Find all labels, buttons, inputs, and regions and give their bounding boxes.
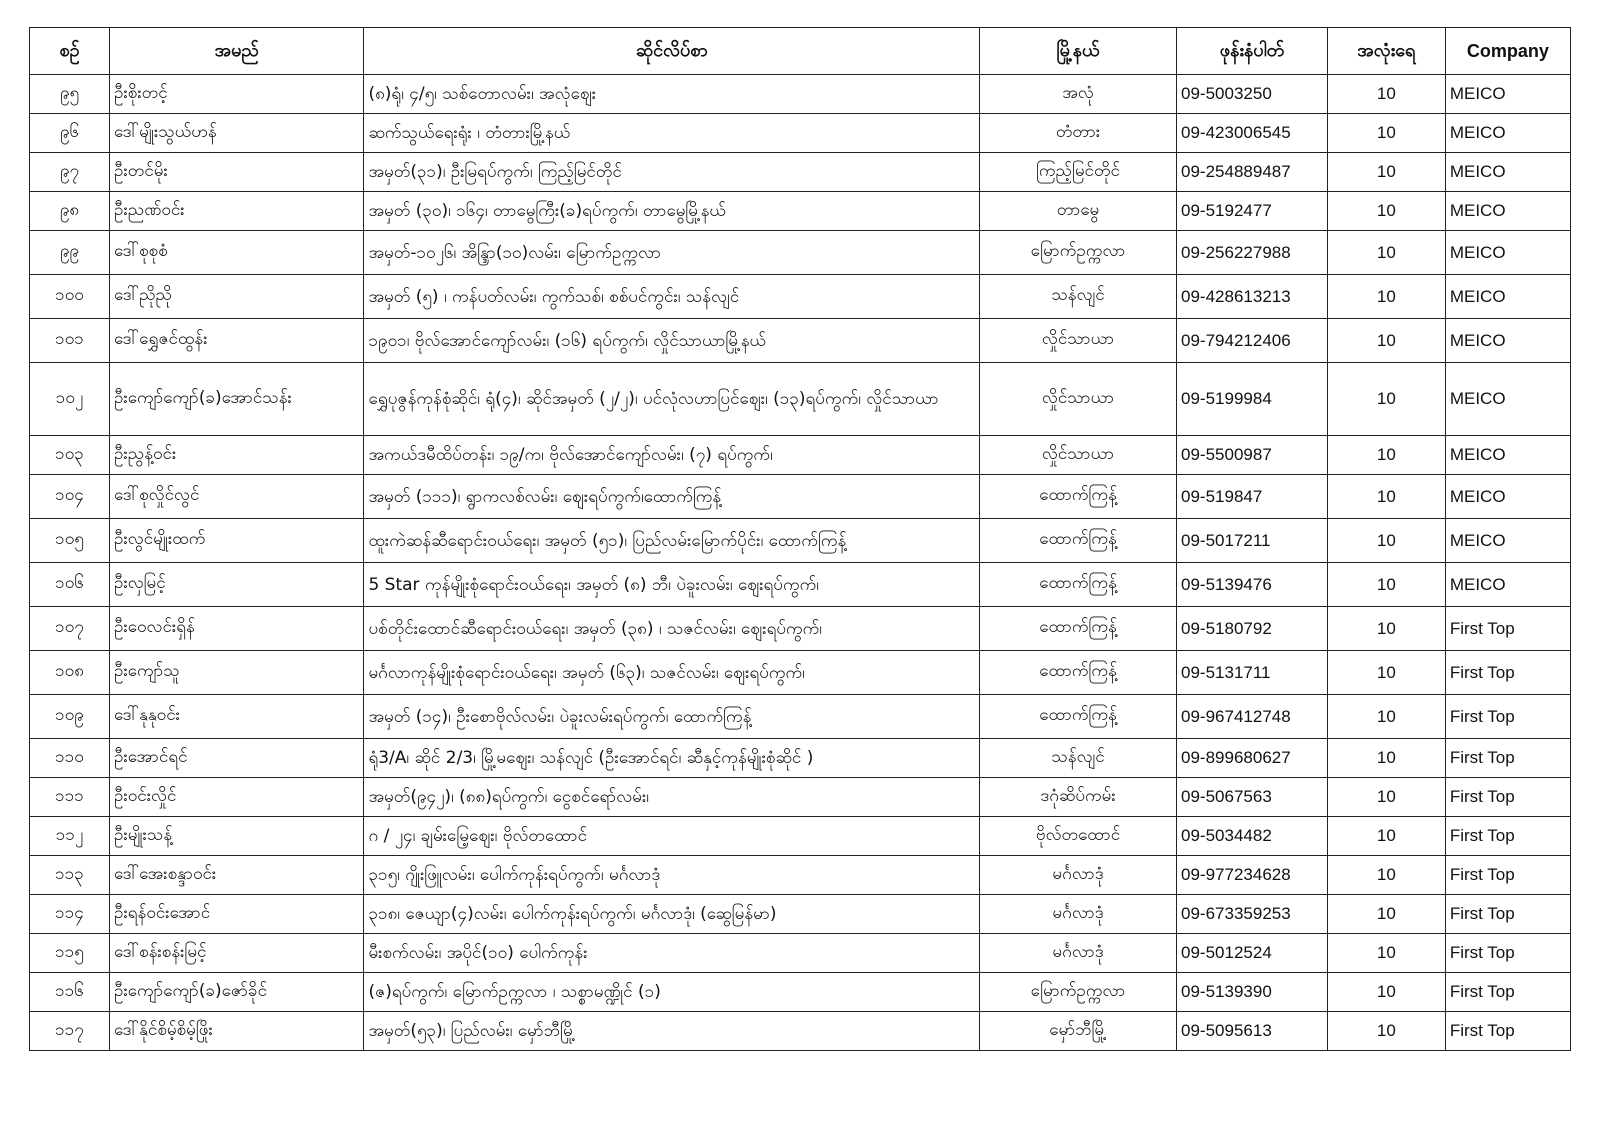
row-phone: 09-5034482 bbox=[1177, 817, 1328, 856]
table-row bbox=[30, 973, 1571, 1012]
row-phone: 09-5017211 bbox=[1177, 519, 1328, 563]
row-name: ဦးလွင်မျိုးထက် bbox=[110, 519, 364, 563]
row-name: ဒေါ်စန်းစန်းမြင့် bbox=[110, 934, 364, 973]
row-phone: 09-5139476 bbox=[1177, 563, 1328, 607]
row-company: MEICO bbox=[1445, 519, 1570, 563]
row-township: ထောက်ကြန့် bbox=[980, 607, 1177, 651]
row-company: MEICO bbox=[1445, 192, 1570, 231]
row-number: ၁၁၂ bbox=[30, 817, 110, 856]
table-row bbox=[30, 1012, 1571, 1051]
row-company: MEICO bbox=[1445, 75, 1570, 114]
table-row bbox=[30, 856, 1571, 895]
row-address: မီးစက်လမ်း၊ အပိုင်(၁၀) ပေါက်ကုန်း bbox=[364, 934, 980, 973]
table-row bbox=[30, 607, 1571, 651]
table-row bbox=[30, 75, 1571, 114]
row-name: ဒေါ်နုနုဝင်း bbox=[110, 695, 364, 739]
row-phone: 09-5012524 bbox=[1177, 934, 1328, 973]
row-phone: 09-5131711 bbox=[1177, 651, 1328, 695]
row-address: (ဇ)ရပ်ကွက်၊ မြောက်ဥက္ကလာ ၊ သစ္စာမဏ္ဍိုင် (၁) bbox=[364, 973, 980, 1012]
row-name: ဦးဝင်းလှိုင် bbox=[110, 778, 364, 817]
row-township: လှိုင်သာယာ bbox=[980, 319, 1177, 363]
distributor-table bbox=[29, 27, 1571, 1051]
row-address: ဂ / ၂၄၊ ချမ်းမြေ့ဈေး၊ ဗိုလ်တထောင် bbox=[364, 817, 980, 856]
row-phone: 09-254889487 bbox=[1177, 153, 1328, 192]
row-township: မြောက်ဥက္ကလာ bbox=[980, 231, 1177, 275]
row-address: အမှတ် (၃၀)၊ ၁၆၄၊ တာမွေကြီး(ခ)ရပ်ကွက်၊ တာမွေမြို့နယ် bbox=[364, 192, 980, 231]
row-number: ၁၀၁ bbox=[30, 319, 110, 363]
row-address: အမှတ်(၉၄၂)၊ (၈၈)ရပ်ကွက်၊ ငွေစင်ရော်လမ်း၊ bbox=[364, 778, 980, 817]
row-company: First Top bbox=[1445, 856, 1570, 895]
row-name: ဒေါ်စုစုစံ bbox=[110, 231, 364, 275]
row-address: အမှတ် (၅) ၊ ကန်ပတ်လမ်း၊ ကွက်သစ်၊ စစ်ပင်ကွင်း၊ သန်လျင် bbox=[364, 275, 980, 319]
row-number: ၁၀၉ bbox=[30, 695, 110, 739]
row-phone: 09-5003250 bbox=[1177, 75, 1328, 114]
table-row bbox=[30, 651, 1571, 695]
row-phone: 09-519847 bbox=[1177, 475, 1328, 519]
table-row bbox=[30, 739, 1571, 778]
row-township: အလုံ bbox=[980, 75, 1177, 114]
row-township: မင်္ဂလာဒုံ bbox=[980, 895, 1177, 934]
table-row bbox=[30, 934, 1571, 973]
table-row bbox=[30, 695, 1571, 739]
table-row bbox=[30, 192, 1571, 231]
row-number: ၁၁၄ bbox=[30, 895, 110, 934]
row-township: မြောက်ဥက္ကလာ bbox=[980, 973, 1177, 1012]
row-name: ဒေါ်ညိုညို bbox=[110, 275, 364, 319]
row-quantity: 10 bbox=[1327, 895, 1445, 934]
row-company: First Top bbox=[1445, 607, 1570, 651]
table-row bbox=[30, 817, 1571, 856]
row-township: ကြည့်မြင်တိုင် bbox=[980, 153, 1177, 192]
row-township: မင်္ဂလာဒုံ bbox=[980, 856, 1177, 895]
row-name: ဒေါ်စုလှိုင်လွင် bbox=[110, 475, 364, 519]
header-name: အမည် bbox=[110, 28, 364, 75]
row-address: ဆက်သွယ်ရေးရုံး ၊ တံတားမြို့နယ် bbox=[364, 114, 980, 153]
row-township: ထောက်ကြန့် bbox=[980, 695, 1177, 739]
row-number: ၉၅ bbox=[30, 75, 110, 114]
row-address: ရုံ3/A၊ ဆိုင် 2/3၊ မြို့မဈေး၊ သန်လျင် (ဦးအောင်ရင်၊ ဆီနှင့်ကုန်မျိုးစုံဆိုင် ) bbox=[364, 739, 980, 778]
row-company: First Top bbox=[1445, 817, 1570, 856]
row-name: ဦးစိုးတင့် bbox=[110, 75, 364, 114]
row-phone: 09-428613213 bbox=[1177, 275, 1328, 319]
row-quantity: 10 bbox=[1327, 153, 1445, 192]
row-address: ၃၁၅၊ ဂျိုးဖြူလမ်း၊ ပေါက်ကုန်းရပ်ကွက်၊ မင်္ဂလာဒုံ bbox=[364, 856, 980, 895]
row-company: First Top bbox=[1445, 895, 1570, 934]
header-company: Company bbox=[1445, 28, 1570, 75]
row-township: သန်လျင် bbox=[980, 275, 1177, 319]
row-number: ၁၀၄ bbox=[30, 475, 110, 519]
row-township: ထောက်ကြန့် bbox=[980, 475, 1177, 519]
row-number: ၁၁၆ bbox=[30, 973, 110, 1012]
row-address: ၁၉၀၁၊ ဗိုလ်အောင်ကျော်လမ်း၊ (၁၆) ရပ်ကွက်၊ လှိုင်သာယာမြို့နယ် bbox=[364, 319, 980, 363]
row-number: ၁၁၃ bbox=[30, 856, 110, 895]
header-quantity: အလုံးရေ bbox=[1327, 28, 1445, 75]
row-number: ၉၆ bbox=[30, 114, 110, 153]
row-company: First Top bbox=[1445, 973, 1570, 1012]
row-phone: 09-5199984 bbox=[1177, 363, 1328, 436]
row-quantity: 10 bbox=[1327, 275, 1445, 319]
row-name: ဦးမျိုးသန့် bbox=[110, 817, 364, 856]
row-address: ပစ်တိုင်းထောင်ဆီရောင်းဝယ်ရေး၊ အမှတ် (၃၈) ၊ သဇင်လမ်း၊ ဈေးရပ်ကွက်၊ bbox=[364, 607, 980, 651]
row-address: ထူးကဲဆန်ဆီရောင်းဝယ်ရေး၊ အမှတ် (၅၁)၊ ပြည်လမ်းမြောက်ပိုင်း၊ ထောက်ကြန့် bbox=[364, 519, 980, 563]
row-phone: 09-256227988 bbox=[1177, 231, 1328, 275]
row-name: ဦးတင်မိုး bbox=[110, 153, 364, 192]
row-name: ဒေါ်အေးစန္ဒာဝင်း bbox=[110, 856, 364, 895]
row-quantity: 10 bbox=[1327, 319, 1445, 363]
row-township: သန်လျင် bbox=[980, 739, 1177, 778]
row-phone: 09-673359253 bbox=[1177, 895, 1328, 934]
row-quantity: 10 bbox=[1327, 519, 1445, 563]
row-number: ၉၈ bbox=[30, 192, 110, 231]
row-township: တံတား bbox=[980, 114, 1177, 153]
row-township: လှိုင်သာယာ bbox=[980, 363, 1177, 436]
row-company: MEICO bbox=[1445, 275, 1570, 319]
header-phone: ဖုန်းနံပါတ် bbox=[1177, 28, 1328, 75]
row-township: ဒဂုံဆိပ်ကမ်း bbox=[980, 778, 1177, 817]
table-row bbox=[30, 519, 1571, 563]
row-name: ဒေါ်နိုင်စိမ့်စိမ့်ဖြိုး bbox=[110, 1012, 364, 1051]
header-no: စဥ် bbox=[30, 28, 110, 75]
row-number: ၁၁၁ bbox=[30, 778, 110, 817]
row-company: First Top bbox=[1445, 695, 1570, 739]
row-phone: 09-423006545 bbox=[1177, 114, 1328, 153]
row-name: ဦးဝေလင်းရှိန် bbox=[110, 607, 364, 651]
row-number: ၁၁၅ bbox=[30, 934, 110, 973]
row-quantity: 10 bbox=[1327, 192, 1445, 231]
row-number: ၉၇ bbox=[30, 153, 110, 192]
row-township: လှိုင်သာယာ bbox=[980, 436, 1177, 475]
row-name: ဦးကျော်ကျော်(ခ)အောင်သန်း bbox=[110, 363, 364, 436]
table-row bbox=[30, 153, 1571, 192]
row-number: ၁၀၅ bbox=[30, 519, 110, 563]
row-address: ၃၁၈၊ ဇေယျာ(၄)လမ်း၊ ပေါက်ကုန်းရပ်ကွက်၊ မင်္ဂလာဒုံ၊ (ဆွေမြန်မာ) bbox=[364, 895, 980, 934]
row-address: အမှတ်(၅၃)၊ ပြည်လမ်း၊ မှော်ဘီမြို့ bbox=[364, 1012, 980, 1051]
row-company: MEICO bbox=[1445, 475, 1570, 519]
row-address: ရွှေပုဇွန်ကုန်စုံဆိုင်၊ ရုံ(၄)၊ ဆိုင်အမှတ် (၂/၂)၊ ပင်လုံလဟာပြင်ဈေး၊ (၁၃)ရပ်ကွက်၊ လှိုင်သာယာ bbox=[364, 363, 980, 436]
row-phone: 09-967412748 bbox=[1177, 695, 1328, 739]
row-quantity: 10 bbox=[1327, 973, 1445, 1012]
row-quantity: 10 bbox=[1327, 817, 1445, 856]
row-quantity: 10 bbox=[1327, 695, 1445, 739]
row-quantity: 10 bbox=[1327, 607, 1445, 651]
row-address: အကယ်ဒမီထိပ်တန်း၊ ၁၉/က၊ ဗိုလ်အောင်ကျော်လမ်း၊ (၇) ရပ်ကွက်၊ bbox=[364, 436, 980, 475]
row-phone: 09-794212406 bbox=[1177, 319, 1328, 363]
row-township: မင်္ဂလာဒုံ bbox=[980, 934, 1177, 973]
row-address: (၈)ရုံ၊ ၄/၅၊ သစ်တောလမ်း၊ အလုံဈေး bbox=[364, 75, 980, 114]
header-address: ဆိုင်လိပ်စာ bbox=[364, 28, 980, 75]
row-township: မှော်ဘီမြို့ bbox=[980, 1012, 1177, 1051]
table-row bbox=[30, 778, 1571, 817]
row-company: First Top bbox=[1445, 651, 1570, 695]
row-company: First Top bbox=[1445, 778, 1570, 817]
row-address: အမှတ်-၁၀၂၆၊ အိန္ဒြာ(၁၀)လမ်း၊ မြောက်ဥက္ကလာ bbox=[364, 231, 980, 275]
row-number: ၁၀၀ bbox=[30, 275, 110, 319]
row-number: ၁၀၈ bbox=[30, 651, 110, 695]
row-company: MEICO bbox=[1445, 231, 1570, 275]
table-row bbox=[30, 319, 1571, 363]
row-township: ဗိုလ်တထောင် bbox=[980, 817, 1177, 856]
row-quantity: 10 bbox=[1327, 114, 1445, 153]
row-quantity: 10 bbox=[1327, 934, 1445, 973]
table-row bbox=[30, 475, 1571, 519]
row-number: ၉၉ bbox=[30, 231, 110, 275]
row-company: MEICO bbox=[1445, 436, 1570, 475]
row-quantity: 10 bbox=[1327, 651, 1445, 695]
row-address: မင်္ဂလာကုန်မျိုးစုံရောင်းဝယ်ရေး၊ အမှတ် (၆၃)၊ သဇင်လမ်း၊ ဈေးရပ်ကွက်၊ bbox=[364, 651, 980, 695]
row-quantity: 10 bbox=[1327, 231, 1445, 275]
row-company: First Top bbox=[1445, 739, 1570, 778]
table-body bbox=[30, 75, 1571, 1051]
row-number: ၁၀၇ bbox=[30, 607, 110, 651]
row-quantity: 10 bbox=[1327, 363, 1445, 436]
row-phone: 09-5192477 bbox=[1177, 192, 1328, 231]
row-quantity: 10 bbox=[1327, 1012, 1445, 1051]
row-number: ၁၁၀ bbox=[30, 739, 110, 778]
row-township: တာမွေ bbox=[980, 192, 1177, 231]
row-company: MEICO bbox=[1445, 319, 1570, 363]
row-company: MEICO bbox=[1445, 563, 1570, 607]
row-quantity: 10 bbox=[1327, 856, 1445, 895]
row-address: အမှတ် (၁၄)၊ ဦးစောဗိုလ်လမ်း၊ ပဲခူးလမ်းရပ်ကွက်၊ ထောက်ကြန့် bbox=[364, 695, 980, 739]
row-township: ထောက်ကြန့် bbox=[980, 519, 1177, 563]
row-address: 5 Star ကုန်မျိုးစုံရောင်းဝယ်ရေး၊ အမှတ် (၈) ဘီ၊ ပဲခူးလမ်း၊ ဈေးရပ်ကွက်၊ bbox=[364, 563, 980, 607]
table-row bbox=[30, 114, 1571, 153]
header-row bbox=[30, 28, 1571, 75]
row-quantity: 10 bbox=[1327, 563, 1445, 607]
row-number: ၁၀၃ bbox=[30, 436, 110, 475]
row-name: ဦးကျော်ကျော်(ခ)ဇော်ခိုင် bbox=[110, 973, 364, 1012]
table-row bbox=[30, 275, 1571, 319]
row-number: ၁၁၇ bbox=[30, 1012, 110, 1051]
row-name: ဦးအောင်ရင် bbox=[110, 739, 364, 778]
row-company: MEICO bbox=[1445, 153, 1570, 192]
row-phone: 09-899680627 bbox=[1177, 739, 1328, 778]
row-phone: 09-5500987 bbox=[1177, 436, 1328, 475]
table-row bbox=[30, 363, 1571, 436]
row-address: အမှတ်(၃၁)၊ ဦးမြရပ်ကွက်၊ ကြည့်မြင်တိုင် bbox=[364, 153, 980, 192]
table-row bbox=[30, 436, 1571, 475]
row-company: First Top bbox=[1445, 1012, 1570, 1051]
row-name: ဦးညွန့်ဝင်း bbox=[110, 436, 364, 475]
row-phone: 09-977234628 bbox=[1177, 856, 1328, 895]
row-phone: 09-5067563 bbox=[1177, 778, 1328, 817]
row-company: MEICO bbox=[1445, 363, 1570, 436]
row-quantity: 10 bbox=[1327, 475, 1445, 519]
row-company: First Top bbox=[1445, 934, 1570, 973]
row-quantity: 10 bbox=[1327, 75, 1445, 114]
row-phone: 09-5095613 bbox=[1177, 1012, 1328, 1051]
row-name: ဒေါ်ရွှေဇင်ထွန်း bbox=[110, 319, 364, 363]
row-address: အမှတ် (၁၁၁)၊ ရွာကလစ်လမ်း၊ ဈေးရပ်ကွက်၊ထောက်ကြန့် bbox=[364, 475, 980, 519]
row-quantity: 10 bbox=[1327, 739, 1445, 778]
table-row bbox=[30, 895, 1571, 934]
table-row bbox=[30, 231, 1571, 275]
row-number: ၁၀၆ bbox=[30, 563, 110, 607]
table-row bbox=[30, 563, 1571, 607]
row-township: ထောက်ကြန့် bbox=[980, 651, 1177, 695]
row-name: ဦးလှမြင့် bbox=[110, 563, 364, 607]
row-name: ဦးကျော်သူ bbox=[110, 651, 364, 695]
row-phone: 09-5180792 bbox=[1177, 607, 1328, 651]
row-company: MEICO bbox=[1445, 114, 1570, 153]
row-quantity: 10 bbox=[1327, 436, 1445, 475]
row-quantity: 10 bbox=[1327, 778, 1445, 817]
row-phone: 09-5139390 bbox=[1177, 973, 1328, 1012]
row-name: ဒေါ်မျိုးသွယ်ဟန် bbox=[110, 114, 364, 153]
row-name: ဦးရန်ဝင်းအောင် bbox=[110, 895, 364, 934]
row-township: ထောက်ကြန့် bbox=[980, 563, 1177, 607]
header-township: မြို့နယ် bbox=[980, 28, 1177, 75]
row-name: ဦးညဏ်ဝင်း bbox=[110, 192, 364, 231]
row-number: ၁၀၂ bbox=[30, 363, 110, 436]
